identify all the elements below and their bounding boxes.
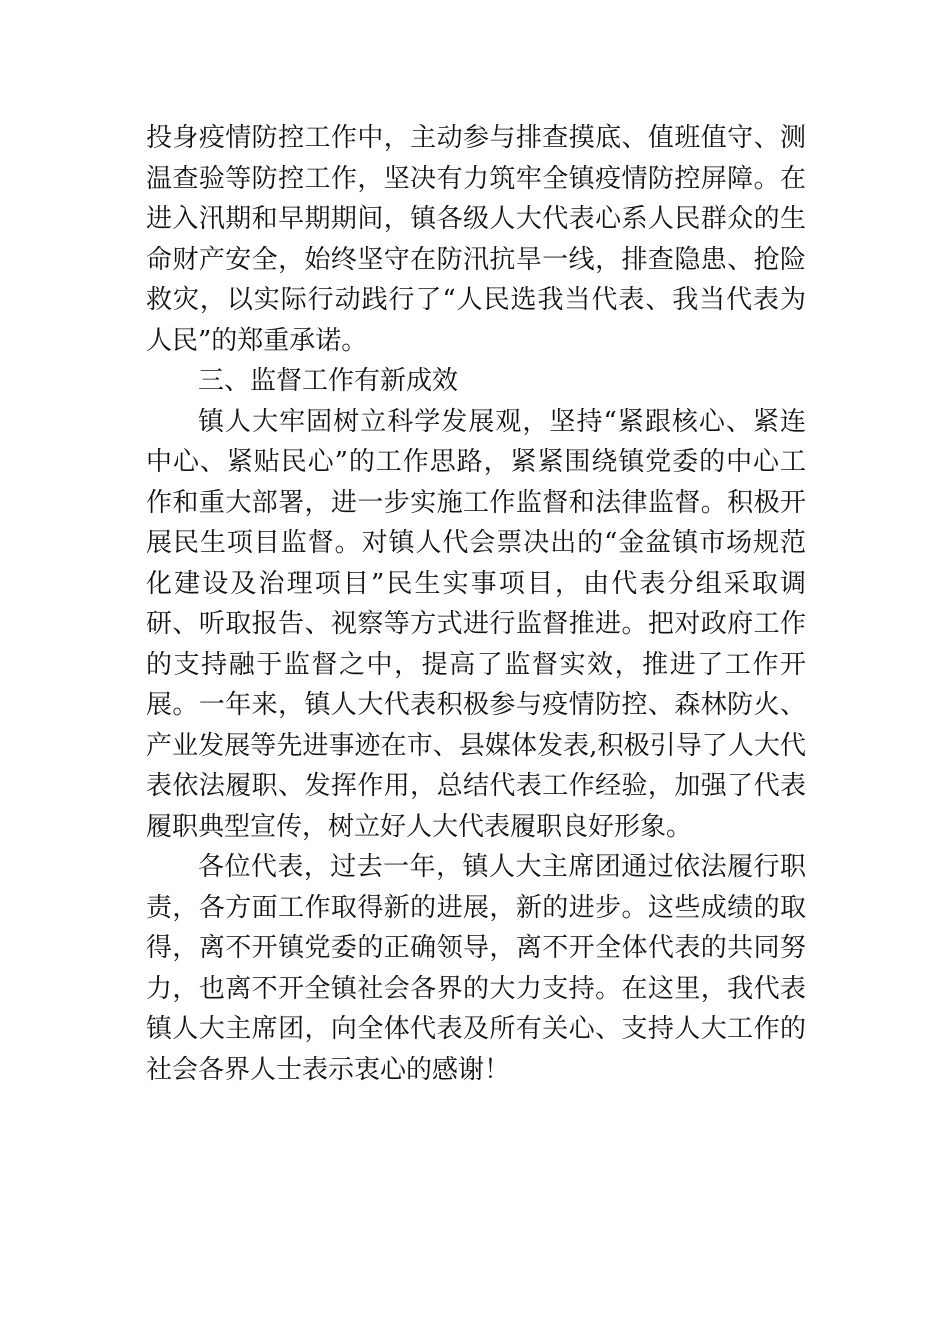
body-paragraph-continuation: 投身疫情防控工作中，主动参与排查摸底、值班值守、测温查验等防控工作，坚决有力筑牢全镇疫情防控屏障。在进入汛期和早期期间，镇各级人大代表心系人民群众的生命财产安全，始终坚守在防汛抗旱一线，排查隐患、抢险救灾，以实际行动践行了“人民选我当代表、我当代表为人民”的郑重承诺。 xyxy=(146,123,806,356)
document-body xyxy=(146,118,806,1090)
section-heading: 三、监督工作有新成效 xyxy=(198,366,459,396)
body-paragraph-supervision: 镇人大牢固树立科学发展观，坚持“紧跟核心、紧连中心、紧贴民心”的工作思路，紧紧围绕镇党委的中心工作和重大部署，进一步实施工作监督和法律监督。积极开展民生项目监督。对镇人代会票决出的“金盆镇市场规范化建设及治理项目”民生实事项目，由代表分组采取调研、听取报告、视察等方式进行监督推进。把对政府工作的支持融于监督之中，提高了监督实效，推进了工作开展。一年来，镇人大代表积极参与疫情防控、森林防火、产业发展等先进事迹在市、县媒体发表,积极引导了人大代表依法履职、发挥作用，总结代表工作经验，加强了代表履职典型宣传，树立好人大代表履职良好形象。 xyxy=(146,406,806,842)
body-paragraph-thanks: 各位代表，过去一年，镇人大主席团通过依法履行职责，各方面工作取得新的进展，新的进步。这些成绩的取得，离不开镇党委的正确领导，离不开全体代表的共同努力，也离不开全镇社会各界的大力支持。在这里，我代表镇人大主席团，向全体代表及所有关心、支持人大工作的社会各界人士表示衷心的感谢！ xyxy=(146,852,806,1085)
